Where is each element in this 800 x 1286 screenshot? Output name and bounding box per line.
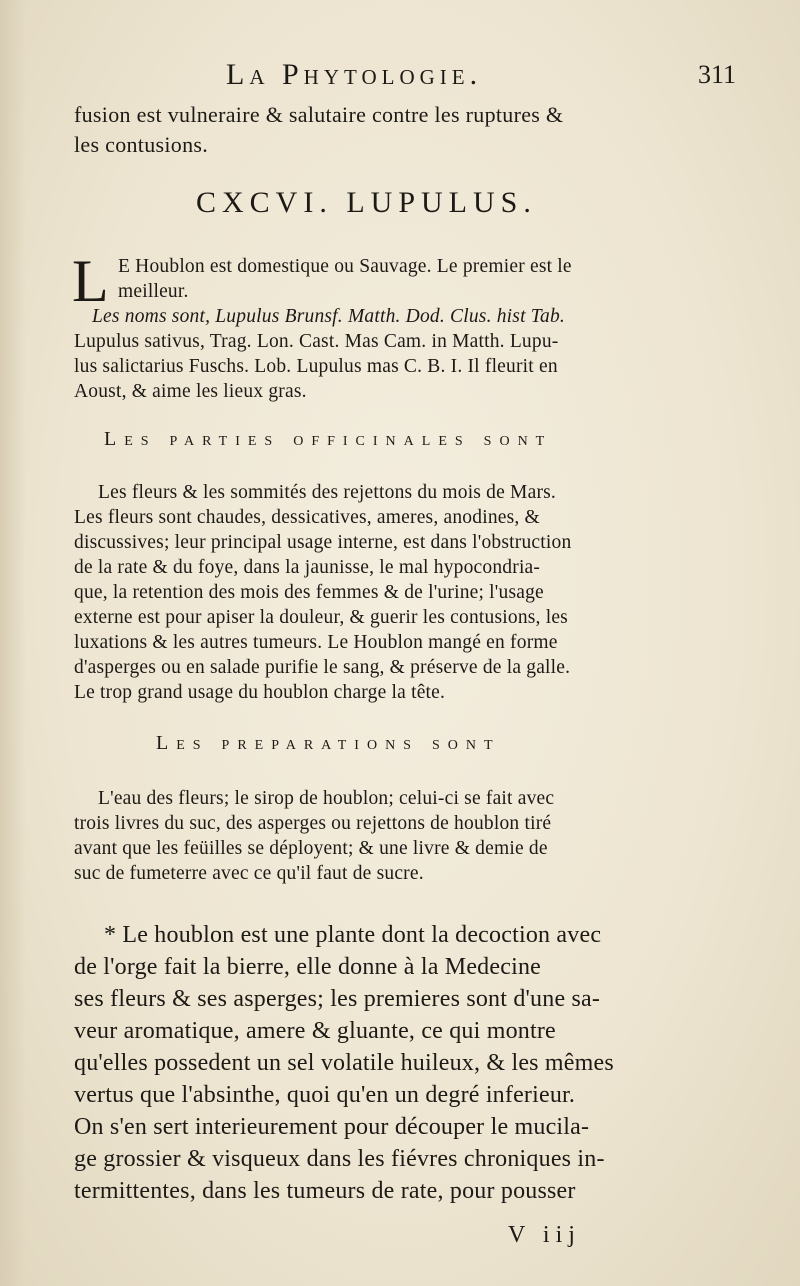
preparations-line-2: trois livres du suc, des asperges ou rejettons de houblon tiré <box>74 813 552 834</box>
parties-line-2: Les fleurs sont chaudes, dessicatives, ameres, anodines, & <box>74 507 540 528</box>
parties-line-4: de la rate & du foye, dans la jaunisse, le mal hypocondria- <box>74 557 541 578</box>
running-title: La Phytologie. <box>226 58 483 91</box>
page-number: 311 <box>697 60 736 89</box>
note-line-1: * Le houblon est une plante dont la decoction avec <box>104 922 602 948</box>
description-line-5: lus salictarius Fuschs. Lob. Lupulus mas C. B. I. Il fleurit en <box>74 356 558 377</box>
description-line-6: Aoust, & aime les lieux gras. <box>74 381 307 402</box>
note-line-9: termittentes, dans les tumeurs de rate, pour pousser <box>74 1178 576 1204</box>
preparations-heading: Les preparations sont <box>156 732 501 754</box>
note-line-7: On s'en sert interieurement pour découper le mucila- <box>74 1114 590 1140</box>
parties-line-8: d'asperges ou en salade purifie le sang, & préserve de la galle. <box>74 657 571 678</box>
page-gutter-shadow <box>0 0 26 1286</box>
note-line-8: ge grossier & visqueux dans les fiévres chroniques in- <box>74 1146 605 1172</box>
note-line-4: veur aromatique, amere & gluante, ce qui montre <box>74 1018 556 1044</box>
note-line-5: qu'elles possedent un sel volatile huileux, & les mêmes <box>74 1050 614 1076</box>
drop-cap: L <box>72 248 109 314</box>
preparations-line-3: avant que les feüilles se déployent; & une livre & demie de <box>74 838 548 859</box>
description-line-4: Lupulus sativus, Trag. Lon. Cast. Mas Cam. in Matth. Lupu- <box>74 331 559 352</box>
preparations-line-4: suc de fumeterre avec ce qu'il faut de sucre. <box>74 863 424 884</box>
note-line-2: de l'orge fait la bierre, elle donne à la Medecine <box>74 954 541 980</box>
section-title: CXCVI. LUPULUS. <box>196 186 537 219</box>
parties-line-1: Les fleurs & les sommités des rejettons du mois de Mars. <box>98 482 557 503</box>
parties-line-3: discussives; leur principal usage interne, est dans l'obstruction <box>74 532 572 553</box>
description-line-2: meilleur. <box>118 281 189 302</box>
parties-line-6: externe est pour apiser la douleur, & guerir les contusions, les <box>74 607 568 628</box>
parties-line-9: Le trop grand usage du houblon charge la tête. <box>74 682 446 703</box>
continuation-line-1: fusion est vulneraire & salutaire contre les ruptures & <box>74 102 564 127</box>
continuation-line-2: les contusions. <box>74 132 209 157</box>
note-line-6: vertus que l'absinthe, quoi qu'en un degré inferieur. <box>74 1082 576 1108</box>
parties-line-7: luxations & les autres tumeurs. Le Houblon mangé en forme <box>74 632 558 653</box>
preparations-line-1: L'eau des fleurs; le sirop de houblon; celui-ci se fait avec <box>98 788 555 809</box>
parties-heading: Les parties officinales sont <box>104 428 553 450</box>
parties-line-5: que, la retention des mois des femmes & de l'urine; l'usage <box>74 582 544 603</box>
description-line-3: Les noms sont, Lupulus Brunsf. Matth. Dod. Clus. hist Tab. <box>92 306 566 327</box>
description-line-1: E Houblon est domestique ou Sauvage. Le premier est le <box>118 256 572 277</box>
signature-mark: V iij <box>508 1222 581 1248</box>
note-line-3: ses fleurs & ses asperges; les premieres sont d'une sa- <box>74 986 601 1012</box>
running-header <box>226 58 736 98</box>
